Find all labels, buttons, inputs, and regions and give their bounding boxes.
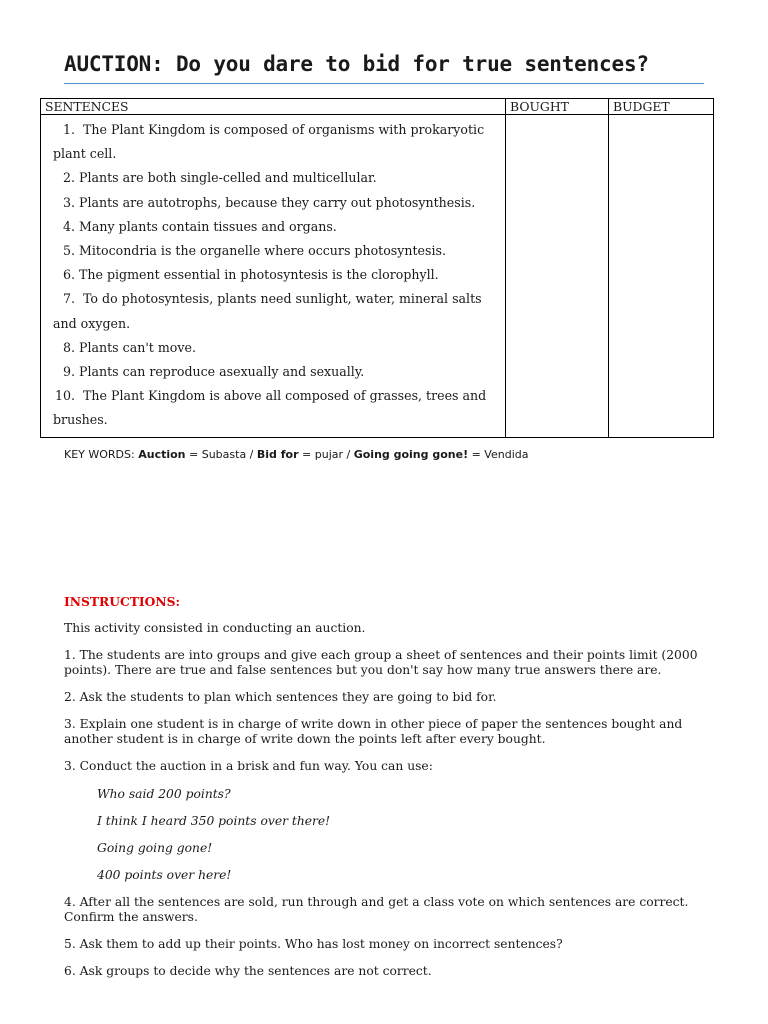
sentence-item [53, 191, 501, 215]
keyword-term: Going going gone! [353, 448, 469, 461]
sentence-text: Plants are both single-celled and multicellular. [79, 170, 377, 186]
sentence-text: Plants can reproduce asexually and sexually. [79, 364, 365, 380]
header-bought: BOUGHT [506, 99, 609, 115]
instruction-step: 1. The students are into groups and give each group a sheet of sentences and their points limit (2000 points). There are true and false sentences but you don't say how many true answers there are. [64, 648, 698, 677]
header-sentences: SENTENCES [41, 99, 506, 115]
budget-cell [609, 115, 714, 438]
instruction-step: 6. Ask groups to decide why the sentences are not correct. [64, 964, 432, 978]
sentence-text: Many plants contain tissues and organs. [79, 218, 337, 234]
sentence-number: 1. [62, 122, 75, 137]
sentence-item [53, 336, 501, 360]
instructions-heading: INSTRUCTIONS: [64, 594, 181, 609]
sentence-item [53, 166, 501, 190]
table-header-row [41, 99, 714, 115]
instruction-step: 2. Ask the students to plan which sentences they are going to bid for. [64, 690, 497, 704]
table-row [41, 115, 714, 438]
keyword-definition: = Subasta / [185, 448, 257, 461]
auction-phrase: Who said 200 points? [97, 787, 231, 801]
sentence-text: The Plant Kingdom is above all composed of grasses, trees and brushes. [53, 388, 487, 428]
sentence-item [53, 263, 501, 287]
sentence-text: The Plant Kingdom is composed of organisms with prokaryotic plant cell. [53, 122, 485, 162]
sentence-number: 2. [62, 170, 75, 186]
instructions-intro: This activity consisted in conducting an auction. [64, 621, 366, 635]
sentence-text: The pigment essential in photosyntesis is the clorophyll. [79, 267, 439, 283]
keyword-definition: = Vendida [468, 448, 529, 461]
sentence-text: Mitocondria is the organelle where occurs photosyntesis. [79, 243, 446, 259]
auction-phrase: Going going gone! [97, 841, 213, 855]
sentence-text: Plants are autotrophs, because they carry out photosynthesis. [79, 194, 476, 210]
sentence-number: 9. [62, 364, 75, 380]
sentence-number: 5. [62, 243, 75, 259]
sentence-number: 7. [62, 291, 75, 307]
sentence-text: Plants can't move. [79, 339, 196, 355]
auction-table [40, 98, 714, 438]
auction-phrase: 400 points over here! [97, 868, 232, 882]
sentence-number: 8. [62, 339, 75, 355]
sentence-number: 4. [62, 218, 75, 234]
sentences-cell [41, 115, 506, 438]
sentence-item [53, 215, 501, 239]
keyword-term: Bid for [256, 448, 299, 461]
sentence-number: 10. [54, 388, 75, 404]
instructions-section [64, 594, 714, 991]
sentence-item [53, 118, 501, 166]
sentence-item [53, 360, 501, 384]
sentence-item [53, 384, 501, 432]
sentence-number: 6. [62, 267, 75, 283]
instruction-step: 4. After all the sentences are sold, run through and get a class vote on which sentences are correct. Confirm the answers. [64, 895, 689, 924]
key-words-line [64, 448, 528, 461]
keyword-term: Auction [138, 448, 186, 461]
instruction-step: 3. Conduct the auction in a brisk and fun way. You can use: [64, 759, 433, 773]
header-budget: BUDGET [609, 99, 714, 115]
instruction-step: 3. Explain one student is in charge of write down in other piece of paper the sentences bought and another student is in charge of write down the points left after every bought. [64, 717, 683, 746]
keywords-prefix: KEY WORDS: [64, 448, 139, 461]
auction-phrase: I think I heard 350 points over there! [97, 814, 331, 828]
keyword-definition: = pujar / [298, 448, 354, 461]
bought-cell [506, 115, 609, 438]
page-title: AUCTION: Do you dare to bid for true sentences? [64, 52, 649, 76]
sentence-number: 3. [62, 194, 75, 210]
instruction-step: 5. Ask them to add up their points. Who has lost money on incorrect sentences? [64, 937, 563, 951]
sentence-item [53, 287, 501, 335]
sentence-item [53, 239, 501, 263]
title-underline [64, 83, 704, 84]
sentence-text: To do photosyntesis, plants need sunlight, water, mineral salts and oxygen. [53, 291, 482, 331]
